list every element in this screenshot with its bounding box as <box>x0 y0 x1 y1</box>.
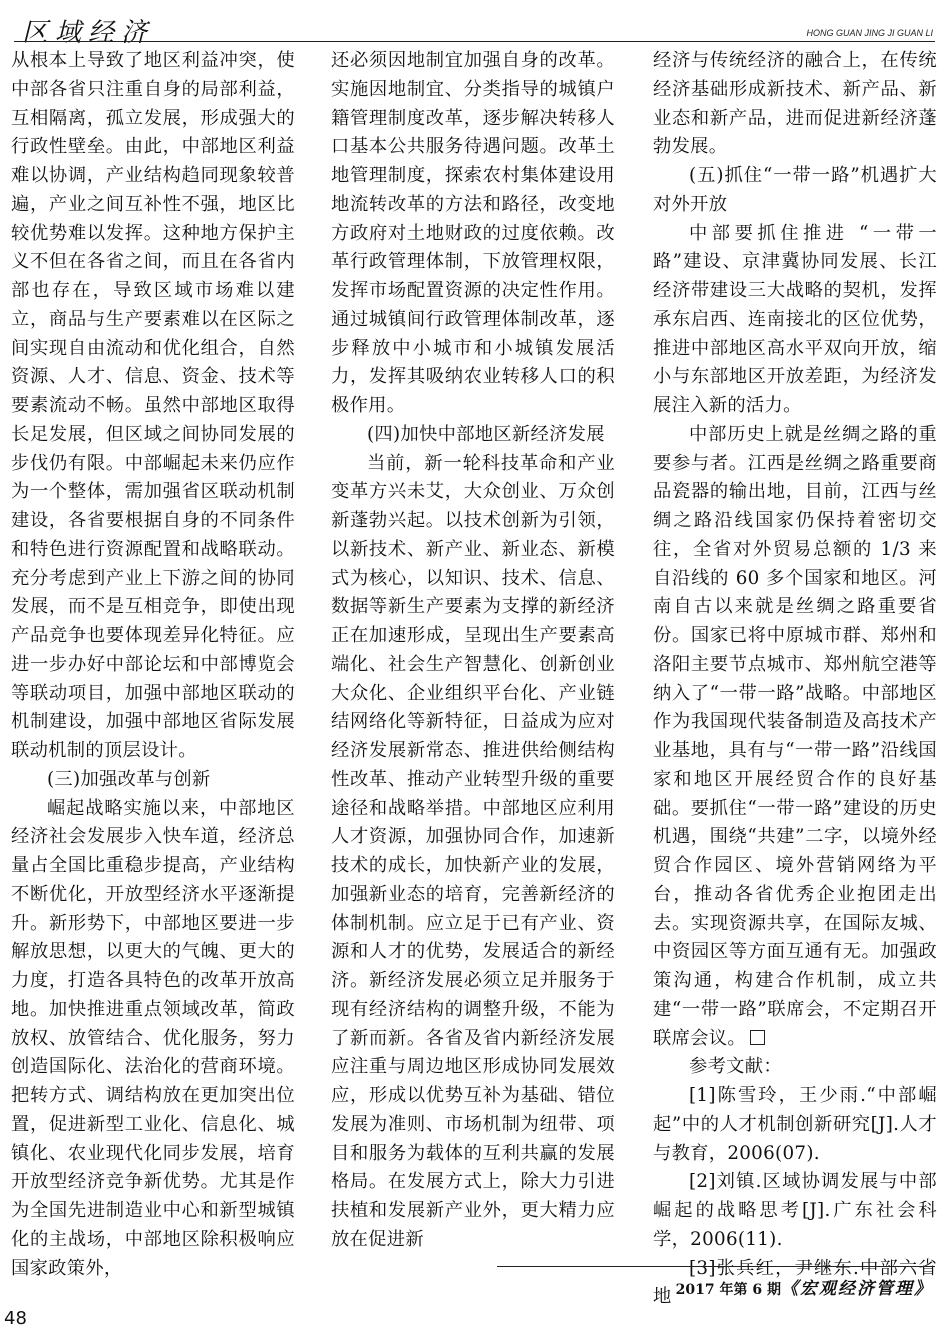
text-column-2 <box>331 47 615 1255</box>
section-heading: (四)加快中部地区新经济发展 <box>367 423 605 445</box>
footer-rule <box>497 1266 935 1267</box>
paragraph <box>653 421 937 1054</box>
section-title: 区域经济 <box>22 18 155 48</box>
section-heading: (三)加强改革与创新 <box>47 768 211 790</box>
paragraph: 经济与传统经济的融合上，在传统经济基础形成新技术、新产品、新业态和新产品，进而促进新经济蓬勃发展。 <box>653 50 937 158</box>
journal-pinyin: HONG GUAN JING JI GUAN LI <box>806 28 933 38</box>
journal-logo: 《宏观经济管理》 <box>781 1279 933 1299</box>
reference-item: [2]刘镇.区域协调发展与中部崛起的战略思考[J].广东社会科学，2006(11). <box>653 1171 937 1250</box>
paragraph: 中部要抓住推进 “一带一路”建设、京津冀协同发展、长江经济带建设三大战略的契机，发挥承东启西、连南接北的区位优势，推进中部地区高水平双向开放，缩小与东部地区开放差距，为经济发展注入新的活力。 <box>653 222 937 416</box>
reference-item: [1]陈雪玲，王少雨.“中部崛起”中的人才机制创新研究[J].人才与教育，2006(07). <box>653 1085 937 1164</box>
end-mark-icon <box>750 1030 765 1045</box>
paragraph: 当前，新一轮科技革命和产业变革方兴未艾，大众创业、万众创新蓬勃兴起。以技术创新为引领，以新技术、新产业、新业态、新模式为核心，以知识、技术、信息、数据等新生产要素为支撑的新经济正在加速形成，呈现出生产要素高端化、社会生产智慧化、创新创业大众化、企业组织平台化、产业链结网络化等新特征，日益成为应对经济发展新常态、推进供给侧结构性改革、推动产业转型升级的重要途径和战略举措。中部地区应利用人才资源，加强协同合作，加速新技术的成长，加快新产业的发展，加强新业态的培育，完善新经济的体制机制。应立足于已有产业、资源和人才的优势，发展适合的新经济。新经济发展必须立足并服务于现有经济结构的调整升级，不能为了新而新。各省及省内新经济发展应注重与周边地区形成协同发展效应，形成以优势互补为基础、错位发展为准则、市场机制为纽带、项目和服务为载体的互利共赢的发展格局。在发展方式上，除大力引进扶植和发展新产业外，更大精力应放在促进新 <box>331 452 615 1250</box>
section-heading: (五)抓住“一带一路”机遇扩大对外开放 <box>653 165 937 215</box>
references-heading: 参考文献： <box>689 1056 782 1078</box>
text-column-1 <box>11 47 295 1283</box>
reference-item: [3]张兵红，尹继东.中部六省地 <box>653 1257 937 1308</box>
text-column-3 <box>653 47 937 1312</box>
paragraph-text: 中部历史上就是丝绸之路的重要参与者。江西是丝绸之路重要商品瓷器的输出地，目前，江西与丝绸之路沿线国家仍保持着密切交往，全省对外贸易总额的 1/3 来自沿线的 60 多个国家和地区。河南自古以来就是丝绸之路重要省份。国家已将中原城市群、郑州和洛阳主要节点城市、郑州航空港等纳入了“一带一路”战略。中部地区作为我国现代装备制造及高技术产业基地，具有与“一带一路”沿线国家和地区开展经贸合作的良好基础。要抓住“一带一路”建设的历史机遇，围绕“共建”二字，以境外经贸合作园区、境外营销网络为平台，推动各省优秀企业抱团走出去。实现资源共享，在国际友城、中资园区等方面互通有无。加强政策沟通，构建合作机制，成立共建“一带一路”联席会，不定期召开联席会议。 <box>653 423 937 1049</box>
page-number: 48 <box>4 1308 27 1329</box>
footer-issue <box>676 1274 933 1299</box>
header-rule <box>14 41 935 42</box>
paragraph: 从根本上导致了地区利益冲突，使中部各省只注重自身的局部利益，互相隔离，孤立发展，形成强大的行政性壁垒。由此，中部地区利益难以协调，产业结构趋同现象较普遍，产业之间互补性不强，地区比较优势难以发挥。这种地方保护主义不但在各省之间，而且在各省内部也存在，导致区域市场难以建立，商品与生产要素难以在区际之间实现自由流动和优化组合，自然资源、人才、信息、资金、技术等要素流动不畅。虽然中部地区取得长足发展，但区域之间协同发展的步伐仍有限。中部崛起未来仍应作为一个整体，需加强省区联动机制建设，各省要根据自身的不同条件和特色进行资源配置和战略联动。充分考虑到产业上下游之间的协同发展，而不是互相竞争，即使出现产品竞争也要体现差异化特征。应进一步办好中部论坛和中部博览会等联动项目，加强中部地区联动的机制建设，加强中部地区省际发展联动机制的顶层设计。 <box>11 50 295 761</box>
issue-label: 2017 年第 6 期 <box>675 1282 781 1298</box>
paragraph: 还必须因地制宜加强自身的改革。实施因地制宜、分类指导的城镇户籍管理制度改革，逐步解决转移人口基本公共服务待遇问题。改革土地管理制度，探索农村集体建设用地流转改革的方法和路径，改变地方政府对土地财政的过度依赖。改革行政管理体制，下放管理权限，发挥市场配置资源的决定性作用。通过城镇间行政管理体制改革，逐步释放中小城市和小城镇发展活力，发挥其吸纳农业转移人口的积极作用。 <box>331 50 615 416</box>
paragraph: 崛起战略实施以来，中部地区经济社会发展步入快车道，经济总量占全国比重稳步提高，产业结构不断优化，开放型经济水平逐渐提升。新形势下，中部地区要进一步解放思想，以更大的气魄、更大的力度，打造各具特色的改革开放高地。加快推进重点领域改革，简政放权、放管结合、优化服务，努力创造国际化、法治化的营商环境。把转方式、调结构放在更加突出位置，促进新型工业化、信息化、城镇化、农业现代化同步发展，培育开放型经济竞争新优势。尤其是作为全国先进制造业中心和新型城镇化的主战场，中部地区除积极响应国家政策外， <box>11 797 295 1279</box>
